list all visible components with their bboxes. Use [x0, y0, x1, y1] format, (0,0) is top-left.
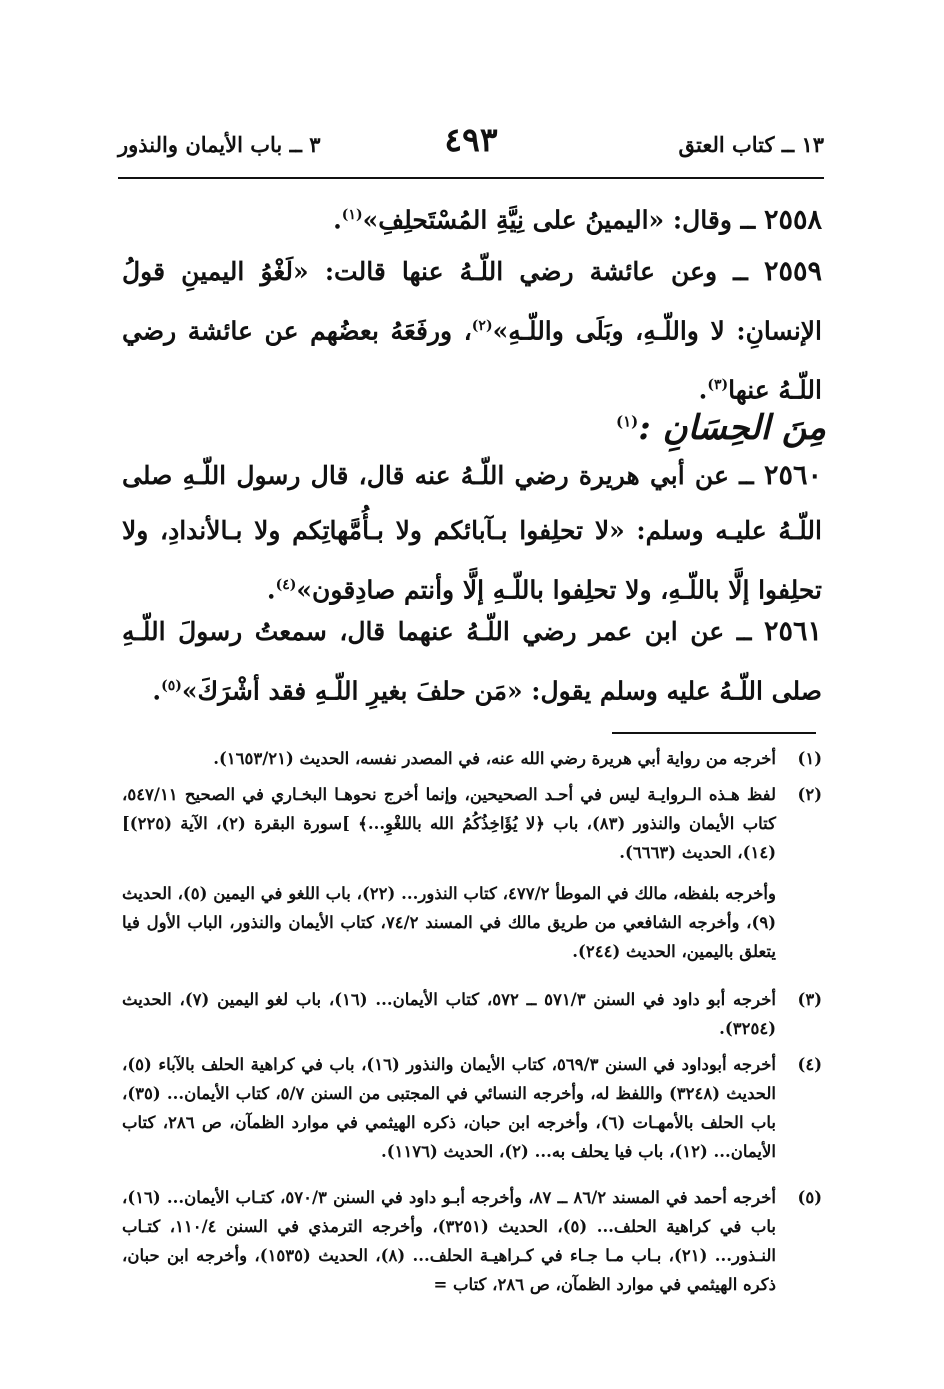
footnote-2-cont	[122, 879, 822, 966]
footnote-ref[interactable]: (١)	[341, 207, 363, 223]
section-title: مِنَ الحِسَانِ :$^{(١)}$	[615, 408, 826, 448]
footnote-number: (٥)	[797, 1188, 822, 1207]
footnote-number: (٣)	[797, 990, 822, 1009]
hadith-text-cont: ، ورفَعَهُ بعضُهم عن عائشة رضي اللّـهُ عنها	[122, 316, 822, 405]
footnote-number: (٤)	[797, 1055, 822, 1074]
hadith-text: ــ وعن عائشة رضي اللّـهُ عنها قالت: «لَغْوُ اليمينِ قولُ الإنسانِ: لا واللّـهِ، وبَلَى واللّـهِ»	[122, 257, 823, 346]
hadith-number: ٢٥٥٩	[763, 256, 822, 287]
footnote-ref[interactable]: (٣)	[707, 377, 729, 394]
footnote-separator	[612, 732, 816, 734]
footnote-3	[122, 985, 822, 1043]
hadith-2560: ٢٥٦٠ ــ عن أبي هريرة رضي اللّـهُ عنه قال، قال رسول اللّـهِ صلى اللّـهُ عليـه وسلم: «لا تحلِفوا بـآبائكم ولا بـأُمَّهاتِكم ولا بـالأندادِ، ولا تحلِفوا إلَّا باللّـهِ، ولا تحلِفوا باللّـهِ إلَّا وأنتم صادِقون»$^{(٤)}$.	[122, 460, 822, 605]
footnote-text: أخرجه أبو داود في السنن ٥٧١/٣ ــ ٥٧٢، كتاب الأيمان... (١٦)، باب لغو اليمين (٧)، الحديث (٣٢٥٤).	[122, 990, 776, 1038]
hadith-text: ــ وقال: «اليمينُ على نِيَّةِ المُسْتَحلِفِ»	[362, 205, 756, 235]
footnote-ref[interactable]: (١)	[615, 412, 639, 431]
header-chapter-title: ٣ ــ باب الأيمان والنذور	[118, 132, 321, 157]
footnote-text: لفظ هـذه الـروايـة ليس في أحـد الصحيحين، وإنما أخرج نحوهـا البخـاري في الصحيح ٥٤٧/١١، كتاب الأيمان والنذور (٨٣)، باب ﴿لا يُؤَاخِذُكُمُ الله باللغْوِ...﴾ ]سورة البقرة (٢)، الآية (٢٢٥)] (١٤)، الحديث (٦٦٦٣).	[122, 785, 776, 862]
footnote-text: أخرجه أحمد في المسند ٨٦/٢ ــ ٨٧، وأخرجه أبـو داود في السنن ٥٧٠/٣، كتـاب الأيمان... (١٦)، باب في كراهية الحلف... (٥)، الحديث (٣٢٥١)، وأخرجه الترمذي في السنن ١١٠/٤، كتـاب النـذور... (٢١)، بـاب مـا جـاء في كـراهيـة الحلف... (٨)، الحديث (١٥٣٥)، وأخرجه ابن حبان، ذكره الهيثمي في موارد الظمآن، ص ٢٨٦، كتاب =	[122, 1188, 777, 1294]
hadith-2561: ٢٥٦١ ــ عن ابن عمر رضي اللّـهُ عنهما قال، سمعتُ رسولَ اللّـهِ صلى اللّـهُ عليه وسلم يقول: «مَن حلفَ بغيرِ اللّـهِ فقد أشْرَكَ»$^{(٥)}$.	[122, 616, 822, 706]
footnote-text: أخرجه أبوداود في السنن ٥٦٩/٣، كتاب الأيمان والنذور (١٦)، باب في كراهية الحلف بالآباء (٥)، الحديث (٣٢٤٨) واللفظ له، وأخرجه النسائي في المجتبى من السنن ٥/٧، كتاب الأيمان... (٣٥)، باب الحلف بالأمهـات (٦)، وأخرجه ابن حبان، ذكره الهيثمي في موارد الظمآن، ص ٢٨٦، كتاب الأيمان... (١٢)، باب فيا يحلف به... (٢)، الحديث (١١٧٦).	[122, 1055, 777, 1161]
footnote-text: وأخرجه بلفظه، مالك في الموطأ ٤٧٧/٢، كتاب النذور... (٢٢)، باب اللغو في اليمين (٥)، الحديث (٩)، وأخرجه الشافعي من طريق مالك في المسند ٧٤/٢، كتاب الأيمان والنذور، الباب الأول فيا يتعلق باليمين، الحديث (٢٤٤).	[122, 884, 776, 961]
footnote-text: أخرجه من رواية أبي هريرة رضي الله عنه، في المصدر نفسه، الحديث (١٦٥٣/٢١).	[213, 749, 776, 768]
hadith-text: ــ عن ابن عمر رضي اللّـهُ عنهما قال، سمعتُ رسولَ اللّـهِ صلى اللّـهُ عليه وسلم يقول: «مَن حلفَ بغيرِ اللّـهِ فقد أشْرَكَ»	[122, 617, 822, 706]
footnote-number: (١)	[797, 749, 822, 768]
hadith-number: ٢٥٦١	[763, 616, 822, 647]
footnote-ref[interactable]: (٢)	[471, 318, 493, 334]
header-book-title: ١٣ ــ كتاب العتق	[678, 132, 824, 157]
hadith-text: ــ عن أبي هريرة رضي اللّـهُ عنه قال، قال رسول اللّـهِ صلى اللّـهُ عليـه وسلم: «لا تحلِفوا بـآبائكم ولا بـأُمَّهاتِكم ولا بـالأندادِ، ولا تحلِفوا إلَّا باللّـهِ، ولا تحلِفوا باللّـهِ إلَّا وأنتم صادِقون»	[122, 461, 822, 605]
header-rule	[118, 177, 824, 179]
footnote-ref[interactable]: (٤)	[275, 577, 297, 593]
footnote-4	[122, 1050, 822, 1166]
hadith-number: ٢٥٥٨	[763, 204, 822, 236]
footnote-number: (٢)	[797, 785, 822, 804]
hadith-2558: ٢٥٥٨ ــ وقال: «اليمينُ على نِيَّةِ المُسْتَحلِفِ»$^{(١)}$.	[333, 204, 822, 236]
footnote-1	[122, 744, 822, 773]
footnote-ref[interactable]: (٥)	[161, 678, 182, 694]
footnote-2	[122, 780, 822, 867]
footnote-5	[122, 1183, 822, 1299]
running-header	[118, 118, 824, 178]
hadith-2559: ٢٥٥٩ ــ وعن عائشة رضي اللّـهُ عنها قالت: «لَغْوُ اليمينِ قولُ الإنسانِ: لا واللّـهِ، وبَلَى واللّـهِ»$^{(٢)}$، ورفَعَهُ بعضُهم عن عائشة رضي اللّـهُ عنها$^{(٣)}$.	[122, 256, 823, 405]
page-number: ٤٩٣	[444, 120, 498, 159]
hadith-number: ٢٥٦٠	[763, 460, 822, 491]
